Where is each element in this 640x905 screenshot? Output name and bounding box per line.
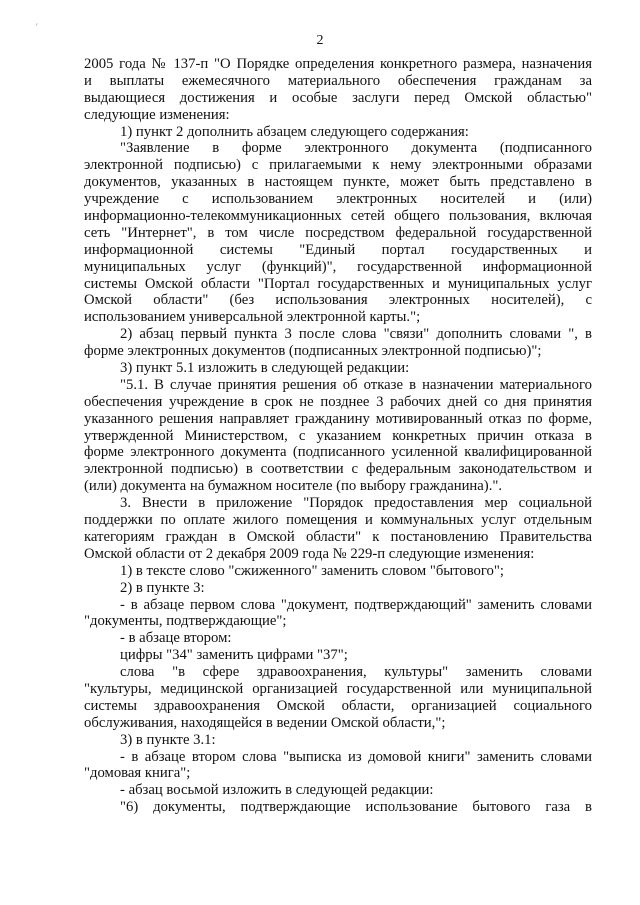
text-line: (или) документа на бумажном носителе (по выбору гражданина).".	[84, 478, 503, 495]
text-line: указанного решения направляет гражданину мотивированный отказ по форме,	[84, 410, 592, 427]
text-line: 2005 года № 137-п "О Порядке определения конкретного размера, назначения	[84, 56, 592, 72]
text-line: 3) пункт 5.1 изложить в следующей редакции:	[120, 360, 410, 377]
text-line: системы здравоохранения Омской области, организацией социального	[84, 697, 592, 714]
text-line: категориям граждан в Омской области" к постановлению Правительства	[84, 528, 592, 545]
text-line: 3. Внести в приложение "Порядок предоставления мер социальной	[120, 495, 592, 512]
text-line: "документы, подтверждающие";	[84, 613, 287, 630]
text-line: "6) документы, подтверждающие использование бытового газа в	[120, 799, 592, 816]
text-line: 2) абзац первый пункта 3 после слова "связи" дополнить словами ", в	[120, 326, 592, 343]
text-line: обслуживания, находящейся в ведении Омской области,";	[84, 714, 446, 731]
text-line: учреждение с использованием электронных носителей и (или)	[84, 191, 592, 208]
text-line: информационно-телекоммуникационных сетей общего пользования, включая	[84, 208, 592, 225]
text-line: поддержки по оплате жилого помещения и коммунальных услуг отдельным	[84, 512, 592, 529]
text-line: форме электронных документов (подписанных электронной подписью)";	[84, 343, 542, 360]
text-line: Омской области от 2 декабря 2009 года № 229-п следующие изменения:	[84, 545, 535, 562]
text-line: слова "в сфере здравоохранения, культуры" заменить словами	[120, 664, 592, 681]
text-line: - в абзаце первом слова "документ, подтверждающий" заменить словами	[120, 596, 592, 613]
text-line: утвержденной Министерством, с указанием конкретных причин отказа в	[84, 427, 592, 444]
text-line: следующие изменения:	[84, 106, 230, 123]
text-line: и выплаты ежемесячного материального обеспечения гражданам за	[84, 72, 592, 89]
text-line: "Заявление в форме электронного документа (подписанного	[120, 140, 592, 157]
corner-mark: '	[36, 22, 38, 32]
text-line: - в абзаце втором:	[120, 630, 232, 647]
text-line: 3) в пункте 3.1:	[120, 731, 216, 748]
text-line: цифры "34" заменить цифрами "37";	[120, 647, 348, 664]
text-line: информационной системы "Единый портал государственных и	[84, 241, 592, 258]
text-line: электронной подписью) в соответствии с федеральным законодательством и	[84, 461, 592, 478]
text-line: "5.1. В случае принятия решения об отказе в назначении материального	[120, 376, 592, 393]
text-line: - в абзаце втором слова "выписка из домовой книги" заменить словами	[120, 748, 592, 765]
text-line: 2) в пункте 3:	[120, 579, 205, 596]
text-line: Омской области" (без использования электронных носителей), с	[84, 292, 592, 309]
text-line: 1) пункт 2 дополнить абзацем следующего содержания:	[120, 123, 469, 140]
text-line: муниципальных услуг (функций)", государственной информационной	[84, 258, 592, 275]
text-line: использованием универсальной электронной карты.";	[84, 309, 421, 326]
text-line: "культуры, медицинской организацией государственной или муниципальной	[84, 680, 592, 697]
text-line: форме электронного документа (подписанного усиленной квалифицированной	[84, 444, 592, 461]
page-number: 2	[316, 33, 324, 48]
text-line: сеть "Интернет", в том числе посредством федеральной государственной	[84, 224, 592, 241]
text-line: - абзац восьмой изложить в следующей редакции:	[120, 782, 434, 799]
text-line: электронной подписью) с прилагаемыми к нему электронными образами	[84, 157, 592, 174]
text-line: системы Омской области "Портал государственных и муниципальных услуг	[84, 275, 592, 292]
text-line: "домовая книга";	[84, 765, 191, 782]
text-line: 1) в тексте слово "сжиженного" заменить словом "бытового";	[120, 562, 504, 579]
document-body	[84, 56, 592, 816]
text-line: выдающиеся достижения и особые заслуги перед Омской областью"	[84, 89, 592, 106]
text-line: обеспечения учреждение в срок не позднее 3 рабочих дней со дня принятия	[84, 393, 592, 410]
text-line: документов, указанных в настоящем пункте, может быть представлено в	[84, 174, 592, 191]
